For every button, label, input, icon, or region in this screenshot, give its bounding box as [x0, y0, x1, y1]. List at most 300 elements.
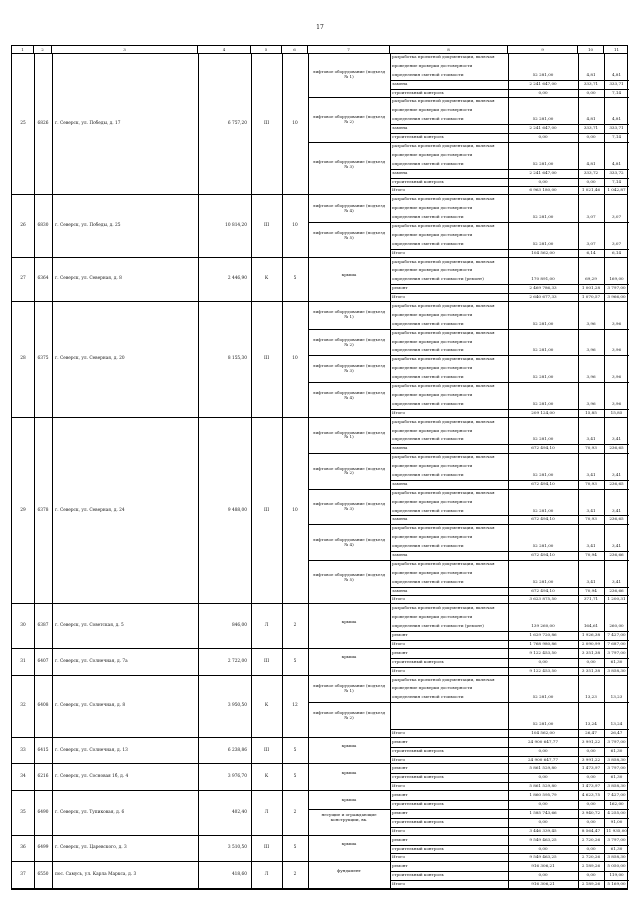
cost-per-area: 0,00	[586, 89, 596, 95]
house-id: 6407	[37, 658, 49, 664]
table-row	[12, 862, 627, 889]
header-col-10: 10	[578, 46, 604, 53]
work-line	[390, 275, 629, 284]
element-name: лифтовое оборудование (подъезд № 5)	[308, 222, 390, 249]
work-type: строительный контроль	[392, 89, 444, 95]
total-cost: 104 562,00	[531, 729, 555, 735]
total-limit-cost: 1 200,31	[607, 596, 626, 602]
house-id: 6490	[37, 809, 49, 815]
work-line	[390, 613, 629, 622]
work-type: определения сметной стоимости (ремонт)	[392, 276, 484, 282]
work-type: разработка проектной документации, включая	[392, 418, 495, 424]
total-line	[390, 853, 629, 862]
work-type: строительный контроль	[392, 658, 444, 664]
element-name: лифтовое оборудование (подъезд № 2)	[308, 329, 390, 356]
total-cost: 209 124,00	[531, 409, 555, 415]
house-address: г. Северск, ул. Победы, д. 17	[55, 120, 121, 126]
work-line	[390, 453, 629, 462]
work-type: проведение проверки достоверности	[392, 463, 473, 469]
work-type: проведение проверки достоверности	[392, 107, 473, 113]
work-type: определения сметной стоимости	[392, 507, 464, 513]
work-line	[390, 266, 629, 275]
work-type: разработка проектной документации, включая	[392, 329, 495, 335]
total-cost: 3 623 875,50	[529, 596, 557, 602]
cost-per-area: 3,07	[586, 240, 596, 246]
element-name: лифтовое оборудование (подъезд № 1)	[312, 429, 386, 440]
limit-cost: 3,41	[611, 436, 622, 442]
work-type: замена	[392, 587, 408, 593]
total-label: Итого	[392, 756, 405, 762]
header-col-7: 7	[308, 46, 390, 53]
cost-per-area: 70,93	[585, 445, 597, 451]
total-line	[390, 729, 629, 738]
header-col-1: 1	[12, 46, 34, 53]
header-col-11: 11	[613, 47, 620, 52]
total-limit-cost: 3 858,30	[607, 756, 626, 762]
work-line	[390, 115, 629, 124]
work-line	[390, 569, 629, 578]
cost-per-area: 3,96	[586, 374, 596, 380]
house-id: 6499	[37, 845, 49, 851]
work-cost: 0,00	[538, 747, 548, 753]
work-line	[390, 329, 629, 338]
work-type: разработка проектной документации, включая	[392, 560, 495, 566]
row-number: 29	[20, 507, 26, 513]
floor-count: 10	[292, 356, 298, 362]
total-limit-cost: 6,14	[611, 249, 622, 255]
limit-cost: 61,30	[610, 774, 623, 780]
work-type: разработка проектной документации, включая	[392, 142, 495, 148]
house-area: 846,00	[231, 623, 247, 629]
work-type: проведение проверки достоверности	[392, 427, 473, 433]
total-cost-per-area: 2 189,26	[581, 881, 601, 887]
work-line	[390, 800, 629, 809]
work-type: определения сметной стоимости	[392, 374, 464, 380]
limit-cost: 236,65	[609, 516, 624, 522]
work-line	[390, 284, 629, 293]
header-col-9: 9	[508, 46, 578, 53]
work-line	[390, 622, 629, 631]
work-line	[390, 462, 629, 471]
work-cost: 0,00	[538, 845, 548, 851]
total-line	[390, 186, 629, 195]
row-number: 31	[20, 658, 26, 664]
work-cost: 2 469 786,33	[529, 285, 557, 291]
work-type: определения сметной стоимости	[392, 694, 464, 700]
total-cost: 1 768 980,86	[529, 640, 557, 646]
work-type: ремонт	[392, 649, 408, 655]
house-class: Л	[264, 809, 269, 815]
work-type: замена	[392, 480, 408, 486]
work-line	[390, 178, 629, 187]
house-address: г. Северск, ул. Сосновая 1б, д. 4	[55, 774, 129, 780]
cost-per-area: 164,61	[583, 623, 599, 629]
house-area: 3 510,50	[227, 845, 247, 851]
header-col-3: 3	[52, 46, 198, 53]
work-line	[390, 818, 629, 827]
house-id: 6375	[37, 356, 49, 362]
limit-cost: 169,00	[609, 276, 624, 282]
work-type: строительный контроль	[392, 774, 444, 780]
element-name: крыша	[341, 841, 357, 847]
limit-cost: 3 797,00	[607, 836, 626, 842]
cost-per-area: 0,00	[586, 818, 596, 824]
total-line	[390, 880, 629, 889]
cost-per-area: 1 926,38	[581, 632, 601, 638]
work-type: строительный контроль	[392, 801, 444, 807]
work-line	[390, 551, 629, 560]
cost-per-area: 1 001,28	[581, 285, 601, 291]
cost-per-area: 0,00	[586, 801, 596, 807]
work-type: разработка проектной документации, включая	[392, 222, 495, 228]
limit-cost: 4 255,00	[607, 809, 626, 815]
total-label: Итого	[392, 409, 405, 415]
work-type: проведение проверки достоверности	[392, 267, 473, 273]
work-line	[390, 89, 629, 98]
work-type: замена	[392, 80, 408, 86]
limit-cost: 13,24	[610, 721, 623, 726]
work-line	[390, 471, 629, 480]
work-line	[390, 80, 629, 89]
limit-cost: 3,96	[611, 347, 622, 353]
work-cost: 52 281,00	[532, 721, 554, 726]
cost-per-area: 3 351,38	[581, 649, 601, 655]
work-type: определения сметной стоимости	[392, 160, 464, 166]
house-area: 2 446,90	[227, 276, 247, 282]
element-name: крыша	[341, 769, 357, 775]
row-number: 33	[20, 747, 26, 753]
work-line	[390, 338, 629, 347]
house-address: г. Северск, ул. Царевского, д. 3	[55, 845, 127, 851]
limit-cost: 3,96	[611, 400, 622, 406]
table-row	[12, 738, 627, 765]
limit-cost: 3,41	[611, 543, 622, 549]
work-type: строительный контроль	[392, 845, 444, 851]
work-line	[390, 791, 629, 800]
house-address: г. Северск, ул. Солнечная, д. 13	[55, 747, 128, 753]
work-cost: 52 281,00	[532, 694, 554, 700]
limit-cost: 3 797,00	[607, 285, 626, 291]
work-line	[390, 418, 629, 427]
work-type: определения сметной стоимости	[392, 116, 464, 122]
work-type: ремонт	[392, 765, 408, 771]
limit-cost: 236,65	[609, 480, 624, 486]
total-line	[390, 640, 629, 649]
house-class: К	[264, 774, 269, 780]
work-line	[390, 53, 629, 62]
work-cost: 672 494,10	[531, 552, 555, 558]
work-type: проведение проверки достоверности	[392, 338, 473, 344]
cost-per-area: 3,41	[586, 578, 596, 584]
work-line	[390, 427, 629, 436]
total-line	[390, 409, 629, 418]
element-name: крыша	[341, 743, 357, 749]
work-line	[390, 142, 629, 151]
table-row	[12, 302, 627, 418]
house-id: 6378	[37, 507, 49, 513]
limit-cost: 119,00	[609, 872, 624, 878]
work-cost: 672 494,10	[531, 587, 555, 593]
total-cost-per-area: 1 070,57	[581, 294, 601, 300]
limit-cost: 3,41	[611, 471, 622, 477]
work-type: проведение проверки достоверности	[392, 231, 473, 237]
house-area: 402,40	[231, 809, 247, 815]
work-line	[390, 302, 629, 311]
house-address: г. Северск, ул. Победы, д. 25	[55, 222, 121, 228]
row-number: 30	[20, 623, 26, 629]
work-line	[390, 578, 629, 587]
work-type: разработка проектной документации, включая	[392, 489, 495, 495]
work-cost: 52 281,00	[532, 543, 554, 549]
work-cost: 52 281,00	[532, 347, 554, 353]
work-line	[390, 195, 629, 204]
total-line	[390, 667, 629, 676]
total-label: Итого	[392, 783, 405, 789]
work-cost: 9 549 463,25	[529, 836, 557, 842]
limit-cost: 61,30	[610, 658, 623, 664]
total-cost: 9 549 463,25	[529, 854, 557, 860]
house-class: К	[264, 276, 269, 282]
work-line	[390, 845, 629, 854]
work-type: проведение проверки достоверности	[392, 365, 473, 371]
total-limit-cost: 11 935,00	[606, 827, 627, 833]
work-type: определения сметной стоимости	[392, 71, 464, 77]
house-class: III	[263, 658, 270, 664]
work-cost: 52 281,00	[532, 160, 554, 166]
element-name: лифтовое оборудование (подъезд № 2)	[308, 97, 390, 141]
house-address: г. Северск, ул. Советская, д. 5	[55, 623, 124, 629]
limit-cost: 7 427,00	[607, 632, 626, 638]
work-type: строительный контроль	[392, 747, 444, 753]
house-class: III	[263, 222, 270, 228]
work-type: определения сметной стоимости	[392, 347, 464, 353]
work-type: проведение проверки достоверности	[392, 391, 473, 397]
work-cost: 52 281,00	[532, 471, 554, 477]
floor-count: 10	[292, 120, 298, 126]
house-area: 6 238,86	[227, 747, 247, 753]
cost-per-area: 2 189,26	[581, 863, 601, 869]
total-cost: 104 562,00	[531, 249, 555, 255]
total-limit-cost: 15,85	[610, 409, 623, 415]
work-cost: 52 281,00	[532, 71, 554, 77]
limit-cost: 61,30	[610, 845, 623, 851]
row-number: 32	[20, 703, 26, 709]
house-address: г. Северск, ул. Северная, д. 20	[55, 356, 125, 362]
work-type: строительный контроль	[392, 178, 444, 184]
row-number: 26	[20, 222, 26, 228]
work-line	[390, 258, 629, 267]
house-address: г. Северск, ул. Северная, д. 8	[55, 276, 122, 282]
house-class: К	[264, 703, 269, 709]
table-row	[12, 258, 627, 302]
limit-cost: 61,30	[610, 747, 623, 753]
house-class: III	[263, 356, 270, 362]
cost-per-area: 3,41	[586, 507, 596, 513]
house-id: 6415	[37, 747, 49, 753]
work-cost: 672 494,10	[531, 516, 555, 522]
work-cost: 916 306,21	[531, 863, 555, 869]
total-cost-per-area: 6,14	[586, 249, 596, 255]
floor-count: 5	[293, 845, 297, 851]
work-type: ремонт	[392, 836, 408, 842]
work-type: строительный контроль	[392, 872, 444, 878]
total-cost: 24 900 647,77	[528, 756, 558, 762]
work-line	[390, 480, 629, 489]
work-cost: 0,00	[538, 178, 548, 184]
cost-per-area: 2 720,26	[581, 836, 601, 842]
house-class: III	[263, 120, 270, 126]
work-type: замена	[392, 516, 408, 522]
work-line	[390, 604, 629, 613]
cost-per-area: 0,00	[586, 774, 596, 780]
total-label: Итого	[392, 640, 405, 646]
limit-cost: 91,00	[610, 818, 623, 824]
floor-count: 10	[292, 222, 298, 228]
cost-per-area: 3,96	[586, 320, 596, 326]
cost-per-area: 0,00	[586, 658, 596, 664]
limit-cost: 4,81	[611, 160, 622, 166]
work-type: разработка проектной документации, включая	[392, 454, 495, 460]
work-type: разработка проектной документации, включая	[392, 605, 495, 611]
total-limit-cost: 3 858,30	[607, 667, 626, 673]
limit-cost: 3,96	[611, 374, 622, 380]
work-cost: 9 122 453,50	[529, 649, 557, 655]
limit-cost: 7,14	[611, 134, 622, 140]
work-type: определения сметной стоимости	[392, 543, 464, 549]
cost-per-area: 333,72	[583, 169, 599, 175]
work-line	[390, 711, 629, 720]
element-name: лифтовое оборудование (подъезд № 3)	[308, 142, 390, 186]
work-cost: 52 281,00	[532, 214, 554, 220]
house-area: 2 722,00	[227, 658, 247, 664]
work-type: проведение проверки достоверности	[392, 311, 473, 317]
work-line	[390, 97, 629, 106]
work-line	[390, 231, 629, 240]
element-name: крыша	[341, 271, 357, 277]
work-type: определения сметной стоимости (ремонт)	[392, 623, 484, 629]
work-type: определения сметной стоимости	[392, 320, 464, 326]
work-type: проведение проверки достоверности	[392, 569, 473, 575]
element-name: крыша	[341, 654, 357, 660]
house-class: III	[263, 507, 270, 513]
work-type: строительный контроль	[392, 818, 444, 824]
total-label: Итого	[392, 667, 405, 673]
cost-per-area: 4 623,75	[581, 792, 601, 798]
element-name: лифтовое оборудование (подъезд № 4)	[308, 382, 390, 409]
limit-cost: 3,41	[611, 578, 622, 584]
total-limit-cost: 3 858,30	[607, 854, 626, 860]
total-limit-cost: 26,47	[610, 729, 623, 735]
work-cost: 2 241 647,00	[529, 80, 557, 86]
work-cost: 139 260,00	[531, 623, 555, 629]
work-type: разработка проектной документации, включая	[392, 303, 495, 309]
work-line	[390, 871, 629, 880]
work-type: определения сметной стоимости	[392, 240, 464, 246]
work-line	[390, 435, 629, 444]
cost-per-area: 70,93	[585, 480, 597, 486]
work-type: ремонт	[392, 863, 408, 869]
limit-cost: 3 797,00	[607, 765, 626, 771]
limit-cost: 260,00	[609, 623, 624, 629]
cost-per-area: 3,41	[586, 436, 596, 442]
total-cost-per-area: 3 351,38	[581, 667, 601, 673]
work-cost: 0,00	[538, 818, 548, 824]
work-type: определения сметной стоимости	[392, 400, 464, 406]
cost-per-area: 70,93	[585, 516, 597, 522]
row-number: 37	[20, 872, 26, 878]
work-line	[390, 693, 629, 702]
work-cost: 0,00	[538, 89, 548, 95]
cost-per-area: 69,29	[585, 276, 597, 282]
element-name: лифтовое оборудование (подъезд № 5)	[308, 560, 390, 596]
work-line	[390, 702, 629, 711]
work-type: разработка проектной документации, включая	[392, 676, 495, 682]
work-type: проведение проверки достоверности	[392, 62, 473, 68]
work-cost: 24 900 647,77	[528, 738, 558, 744]
limit-cost: 3,07	[611, 214, 622, 220]
work-type: проведение проверки достоверности	[392, 205, 473, 211]
total-limit-cost: 3 966,00	[607, 294, 626, 300]
work-type: проведение проверки достоверности	[392, 685, 473, 691]
work-line	[390, 400, 629, 409]
work-line	[390, 738, 629, 747]
work-type: разработка проектной документации, включая	[392, 525, 495, 531]
header-col-5: 5	[251, 46, 282, 53]
house-address: г. Северск, ул. Солнечная, д. 7а	[55, 658, 128, 664]
cost-per-area: 3,41	[586, 543, 596, 549]
total-cost: 3 446 339,45	[529, 827, 557, 833]
table-row	[12, 649, 627, 676]
total-cost: 6 963 180,00	[529, 187, 557, 193]
work-line	[390, 124, 629, 133]
floor-count: 12	[292, 703, 298, 709]
work-cost: 52 281,00	[532, 578, 554, 584]
total-cost: 9 122 453,50	[529, 667, 557, 673]
total-limit-cost: 1 042,87	[607, 187, 626, 193]
house-address: г. Северск, ул. Тупиковая, д. 6	[55, 809, 125, 815]
limit-cost: 3,41	[611, 507, 622, 513]
limit-cost: 3,07	[611, 240, 622, 246]
cost-per-area: 3,41	[586, 471, 596, 477]
work-type: разработка проектной документации, включая	[392, 196, 495, 202]
element-name: фундамент	[337, 867, 361, 873]
cost-per-area: 3 940,72	[581, 809, 601, 815]
work-cost: 52 281,00	[532, 507, 554, 513]
element-name: лифтовое оборудование (подъезд № 3)	[308, 489, 390, 525]
limit-cost: 333,71	[609, 125, 624, 131]
total-cost-per-area: 3 991,22	[581, 756, 601, 762]
header-col-4: 4	[198, 46, 251, 53]
work-type: разработка проектной документации, включая	[392, 356, 495, 362]
work-cost: 5 861 529,80	[529, 765, 557, 771]
total-cost-per-area: 1 021,46	[581, 187, 601, 193]
work-line	[390, 355, 629, 364]
work-type: проведение проверки достоверности	[392, 534, 473, 540]
work-cost: 52 281,00	[532, 400, 554, 406]
house-address: пос. Самусь, ул. Карла Маркса, д. 3	[55, 872, 137, 878]
work-line	[390, 587, 629, 596]
work-line	[390, 560, 629, 569]
row-number: 25	[20, 120, 26, 126]
row-number: 28	[20, 356, 26, 362]
work-cost: 1 629 720,86	[529, 632, 557, 638]
work-cost: 2 241 647,00	[529, 125, 557, 131]
limit-cost: 3,96	[611, 320, 622, 326]
row-number: 36	[20, 845, 26, 851]
floor-count: 2	[293, 623, 297, 629]
table-row	[12, 676, 627, 738]
work-type: разработка проектной документации, включая	[392, 258, 495, 264]
